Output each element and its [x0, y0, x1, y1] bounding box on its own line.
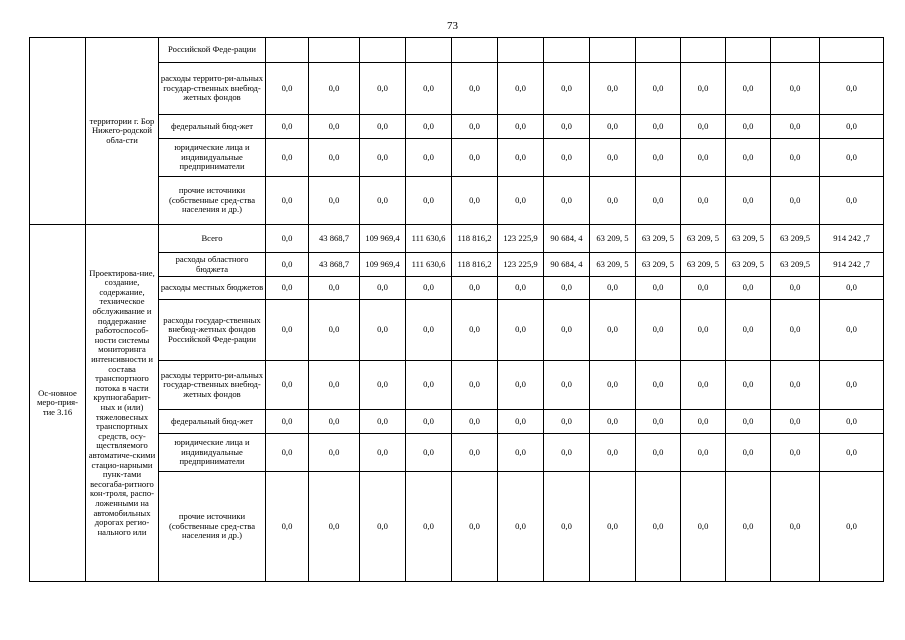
value-cell: 0,0 — [309, 300, 360, 361]
event-label-cell — [30, 38, 86, 225]
value-cell: 0,0 — [590, 139, 636, 177]
value-cell: 0,0 — [498, 472, 544, 582]
value-cell: 0,0 — [636, 434, 681, 472]
funding-source-cell: прочие источники (собственные сред-ства населения и др.) — [159, 177, 266, 225]
value-cell: 0,0 — [771, 63, 820, 115]
value-cell: 63 209, 5 — [590, 253, 636, 277]
value-cell — [820, 38, 884, 63]
value-cell: 0,0 — [681, 139, 726, 177]
value-cell — [681, 38, 726, 63]
value-cell: 0,0 — [726, 115, 771, 139]
value-cell: 0,0 — [544, 139, 590, 177]
value-cell — [406, 38, 452, 63]
value-cell: 0,0 — [309, 139, 360, 177]
value-cell: 0,0 — [771, 361, 820, 410]
value-cell: 0,0 — [266, 300, 309, 361]
page-number: 73 — [447, 20, 458, 32]
value-cell: 0,0 — [406, 177, 452, 225]
value-cell: 0,0 — [636, 63, 681, 115]
value-cell: 0,0 — [726, 277, 771, 300]
value-cell — [309, 38, 360, 63]
value-cell: 0,0 — [360, 434, 406, 472]
value-cell: 0,0 — [771, 277, 820, 300]
value-cell: 0,0 — [452, 139, 498, 177]
value-cell — [360, 38, 406, 63]
value-cell: 63 209, 5 — [590, 225, 636, 253]
value-cell: 63 209,5 — [771, 253, 820, 277]
value-cell: 0,0 — [681, 115, 726, 139]
value-cell: 0,0 — [498, 277, 544, 300]
value-cell: 0,0 — [771, 139, 820, 177]
value-cell: 0,0 — [498, 410, 544, 434]
table-row — [30, 139, 884, 177]
value-cell: 0,0 — [820, 139, 884, 177]
value-cell: 0,0 — [309, 410, 360, 434]
funding-source-cell: расходы областного бюджета — [159, 253, 266, 277]
value-cell: 0,0 — [726, 177, 771, 225]
value-cell: 0,0 — [544, 177, 590, 225]
value-cell: 0,0 — [452, 434, 498, 472]
value-cell: 0,0 — [406, 277, 452, 300]
value-cell: 109 969,4 — [360, 253, 406, 277]
value-cell: 0,0 — [544, 63, 590, 115]
value-cell: 0,0 — [771, 410, 820, 434]
value-cell: 109 969,4 — [360, 225, 406, 253]
value-cell: 0,0 — [636, 177, 681, 225]
funding-source-cell: прочие источники (собственные сред-ства населения и др.) — [159, 472, 266, 582]
table-row — [30, 277, 884, 300]
value-cell: 0,0 — [498, 177, 544, 225]
value-cell: 0,0 — [360, 410, 406, 434]
value-cell: 0,0 — [266, 225, 309, 253]
table-row — [30, 253, 884, 277]
value-cell: 0,0 — [266, 115, 309, 139]
value-cell: 63 209, 5 — [636, 253, 681, 277]
value-cell: 0,0 — [726, 139, 771, 177]
value-cell: 0,0 — [266, 63, 309, 115]
value-cell: 0,0 — [636, 277, 681, 300]
value-cell — [636, 38, 681, 63]
value-cell: 0,0 — [498, 434, 544, 472]
value-cell: 0,0 — [590, 472, 636, 582]
value-cell: 0,0 — [266, 472, 309, 582]
value-cell: 0,0 — [266, 277, 309, 300]
value-cell: 0,0 — [820, 277, 884, 300]
table-row — [30, 115, 884, 139]
funding-source-cell: Российской Феде-рации — [159, 38, 266, 63]
value-cell: 0,0 — [820, 434, 884, 472]
value-cell: 0,0 — [820, 361, 884, 410]
funding-source-cell: расходы государ-ственных внебюд-жетных фондов Российской Феде-рации — [159, 300, 266, 361]
funding-source-cell: Всего — [159, 225, 266, 253]
funding-source-cell: федеральный бюд-жет — [159, 410, 266, 434]
value-cell: 0,0 — [452, 410, 498, 434]
value-cell: 0,0 — [360, 277, 406, 300]
value-cell: 0,0 — [681, 361, 726, 410]
event-label-cell: Ос-новное меро-прия-тие 3.16 — [30, 225, 86, 582]
value-cell: 914 242 ,7 — [820, 225, 884, 253]
funding-source-cell: расходы местных бюджетов — [159, 277, 266, 300]
value-cell: 0,0 — [726, 434, 771, 472]
table-row — [30, 434, 884, 472]
value-cell: 0,0 — [406, 63, 452, 115]
value-cell: 111 630,6 — [406, 253, 452, 277]
value-cell: 0,0 — [266, 434, 309, 472]
value-cell: 0,0 — [360, 361, 406, 410]
value-cell: 0,0 — [820, 410, 884, 434]
value-cell: 0,0 — [266, 139, 309, 177]
value-cell: 118 816,2 — [452, 225, 498, 253]
value-cell: 0,0 — [309, 177, 360, 225]
value-cell: 0,0 — [266, 410, 309, 434]
value-cell: 43 868,7 — [309, 253, 360, 277]
value-cell: 63 209, 5 — [726, 225, 771, 253]
value-cell: 0,0 — [590, 177, 636, 225]
value-cell: 43 868,7 — [309, 225, 360, 253]
value-cell: 0,0 — [726, 63, 771, 115]
value-cell — [498, 38, 544, 63]
value-cell: 0,0 — [360, 472, 406, 582]
value-cell: 914 242 ,7 — [820, 253, 884, 277]
value-cell — [771, 38, 820, 63]
value-cell: 0,0 — [544, 300, 590, 361]
value-cell: 0,0 — [498, 115, 544, 139]
table-row — [30, 300, 884, 361]
table-row — [30, 38, 884, 63]
value-cell: 0,0 — [498, 139, 544, 177]
value-cell — [266, 38, 309, 63]
value-cell: 0,0 — [266, 177, 309, 225]
value-cell: 0,0 — [498, 361, 544, 410]
value-cell: 0,0 — [681, 63, 726, 115]
value-cell: 0,0 — [636, 115, 681, 139]
value-cell: 0,0 — [544, 472, 590, 582]
value-cell: 63 209,5 — [771, 225, 820, 253]
value-cell: 0,0 — [406, 139, 452, 177]
value-cell: 0,0 — [590, 115, 636, 139]
value-cell: 0,0 — [406, 115, 452, 139]
value-cell: 0,0 — [266, 361, 309, 410]
value-cell: 0,0 — [452, 300, 498, 361]
funding-source-cell: расходы террито-ри-альных государ-ственных внебюд-жетных фондов — [159, 63, 266, 115]
value-cell: 63 209, 5 — [636, 225, 681, 253]
value-cell: 0,0 — [820, 300, 884, 361]
value-cell: 0,0 — [360, 115, 406, 139]
value-cell: 0,0 — [309, 63, 360, 115]
value-cell: 0,0 — [771, 115, 820, 139]
value-cell: 0,0 — [544, 410, 590, 434]
value-cell: 0,0 — [820, 177, 884, 225]
value-cell: 0,0 — [309, 115, 360, 139]
value-cell: 90 684, 4 — [544, 225, 590, 253]
table-row — [30, 472, 884, 582]
value-cell: 0,0 — [309, 361, 360, 410]
value-cell: 0,0 — [309, 277, 360, 300]
value-cell: 0,0 — [406, 410, 452, 434]
value-cell: 0,0 — [309, 434, 360, 472]
value-cell: 0,0 — [544, 434, 590, 472]
value-cell: 0,0 — [771, 177, 820, 225]
value-cell: 0,0 — [590, 410, 636, 434]
value-cell: 0,0 — [636, 361, 681, 410]
value-cell: 0,0 — [681, 277, 726, 300]
table-row — [30, 361, 884, 410]
value-cell: 0,0 — [590, 361, 636, 410]
value-cell — [544, 38, 590, 63]
value-cell: 0,0 — [590, 300, 636, 361]
value-cell: 0,0 — [590, 277, 636, 300]
value-cell: 0,0 — [726, 361, 771, 410]
value-cell: 0,0 — [820, 115, 884, 139]
value-cell: 0,0 — [636, 300, 681, 361]
funding-source-cell: федеральный бюд-жет — [159, 115, 266, 139]
value-cell: 0,0 — [406, 361, 452, 410]
value-cell: 0,0 — [452, 177, 498, 225]
value-cell: 0,0 — [771, 434, 820, 472]
funding-source-cell: расходы террито-ри-альных государ-ственных внебюд-жетных фондов — [159, 361, 266, 410]
value-cell — [590, 38, 636, 63]
value-cell: 0,0 — [681, 472, 726, 582]
value-cell: 0,0 — [681, 300, 726, 361]
value-cell: 0,0 — [636, 139, 681, 177]
value-cell: 0,0 — [452, 361, 498, 410]
value-cell: 0,0 — [360, 139, 406, 177]
value-cell: 0,0 — [406, 472, 452, 582]
value-cell: 0,0 — [309, 472, 360, 582]
table-row — [30, 63, 884, 115]
value-cell: 0,0 — [406, 300, 452, 361]
value-cell — [452, 38, 498, 63]
value-cell: 0,0 — [498, 63, 544, 115]
value-cell: 0,0 — [406, 434, 452, 472]
table-row — [30, 225, 884, 253]
value-cell: 0,0 — [544, 115, 590, 139]
budget-table — [29, 37, 884, 582]
measure-name-cell: Проектирова-ние, создание, содержание, техническое обслуживание и поддержание работоспособ-ности системы мониторинга интенсивности и состава транспортного потока в части крупногабарит-ных и (или) тяжеловесных транспортных средств, осу-ществляемого автоматиче-скими стацио-нарными пунк-тами весогаба-ритного кон-троля, распо-ложенными на автомобильных дорогах регио-нального или — [86, 225, 159, 582]
value-cell: 0,0 — [452, 115, 498, 139]
value-cell: 0,0 — [681, 434, 726, 472]
value-cell: 0,0 — [681, 177, 726, 225]
table-row — [30, 177, 884, 225]
value-cell: 0,0 — [452, 472, 498, 582]
value-cell: 0,0 — [266, 253, 309, 277]
value-cell: 0,0 — [681, 410, 726, 434]
value-cell: 63 209, 5 — [726, 253, 771, 277]
value-cell: 0,0 — [726, 300, 771, 361]
value-cell: 0,0 — [590, 434, 636, 472]
value-cell: 0,0 — [726, 410, 771, 434]
value-cell: 0,0 — [771, 300, 820, 361]
value-cell: 0,0 — [636, 472, 681, 582]
value-cell: 0,0 — [360, 300, 406, 361]
measure-name-cell: территории г. Бор Нижего-родской обла-сти — [86, 38, 159, 225]
value-cell — [726, 38, 771, 63]
value-cell: 0,0 — [452, 63, 498, 115]
value-cell: 0,0 — [771, 472, 820, 582]
value-cell: 0,0 — [544, 361, 590, 410]
value-cell: 0,0 — [498, 300, 544, 361]
value-cell: 63 209, 5 — [681, 253, 726, 277]
value-cell: 0,0 — [360, 63, 406, 115]
funding-source-cell: юридические лица и индивидуальные предприниматели — [159, 434, 266, 472]
table-row — [30, 410, 884, 434]
value-cell: 0,0 — [590, 63, 636, 115]
value-cell: 0,0 — [544, 277, 590, 300]
value-cell: 0,0 — [820, 63, 884, 115]
funding-source-cell: юридические лица и индивидуальные предприниматели — [159, 139, 266, 177]
value-cell: 123 225,9 — [498, 253, 544, 277]
value-cell: 0,0 — [452, 277, 498, 300]
value-cell: 0,0 — [360, 177, 406, 225]
value-cell: 0,0 — [636, 410, 681, 434]
value-cell: 63 209, 5 — [681, 225, 726, 253]
value-cell: 111 630,6 — [406, 225, 452, 253]
value-cell: 118 816,2 — [452, 253, 498, 277]
value-cell: 0,0 — [820, 472, 884, 582]
value-cell: 0,0 — [726, 472, 771, 582]
value-cell: 90 684, 4 — [544, 253, 590, 277]
value-cell: 123 225,9 — [498, 225, 544, 253]
